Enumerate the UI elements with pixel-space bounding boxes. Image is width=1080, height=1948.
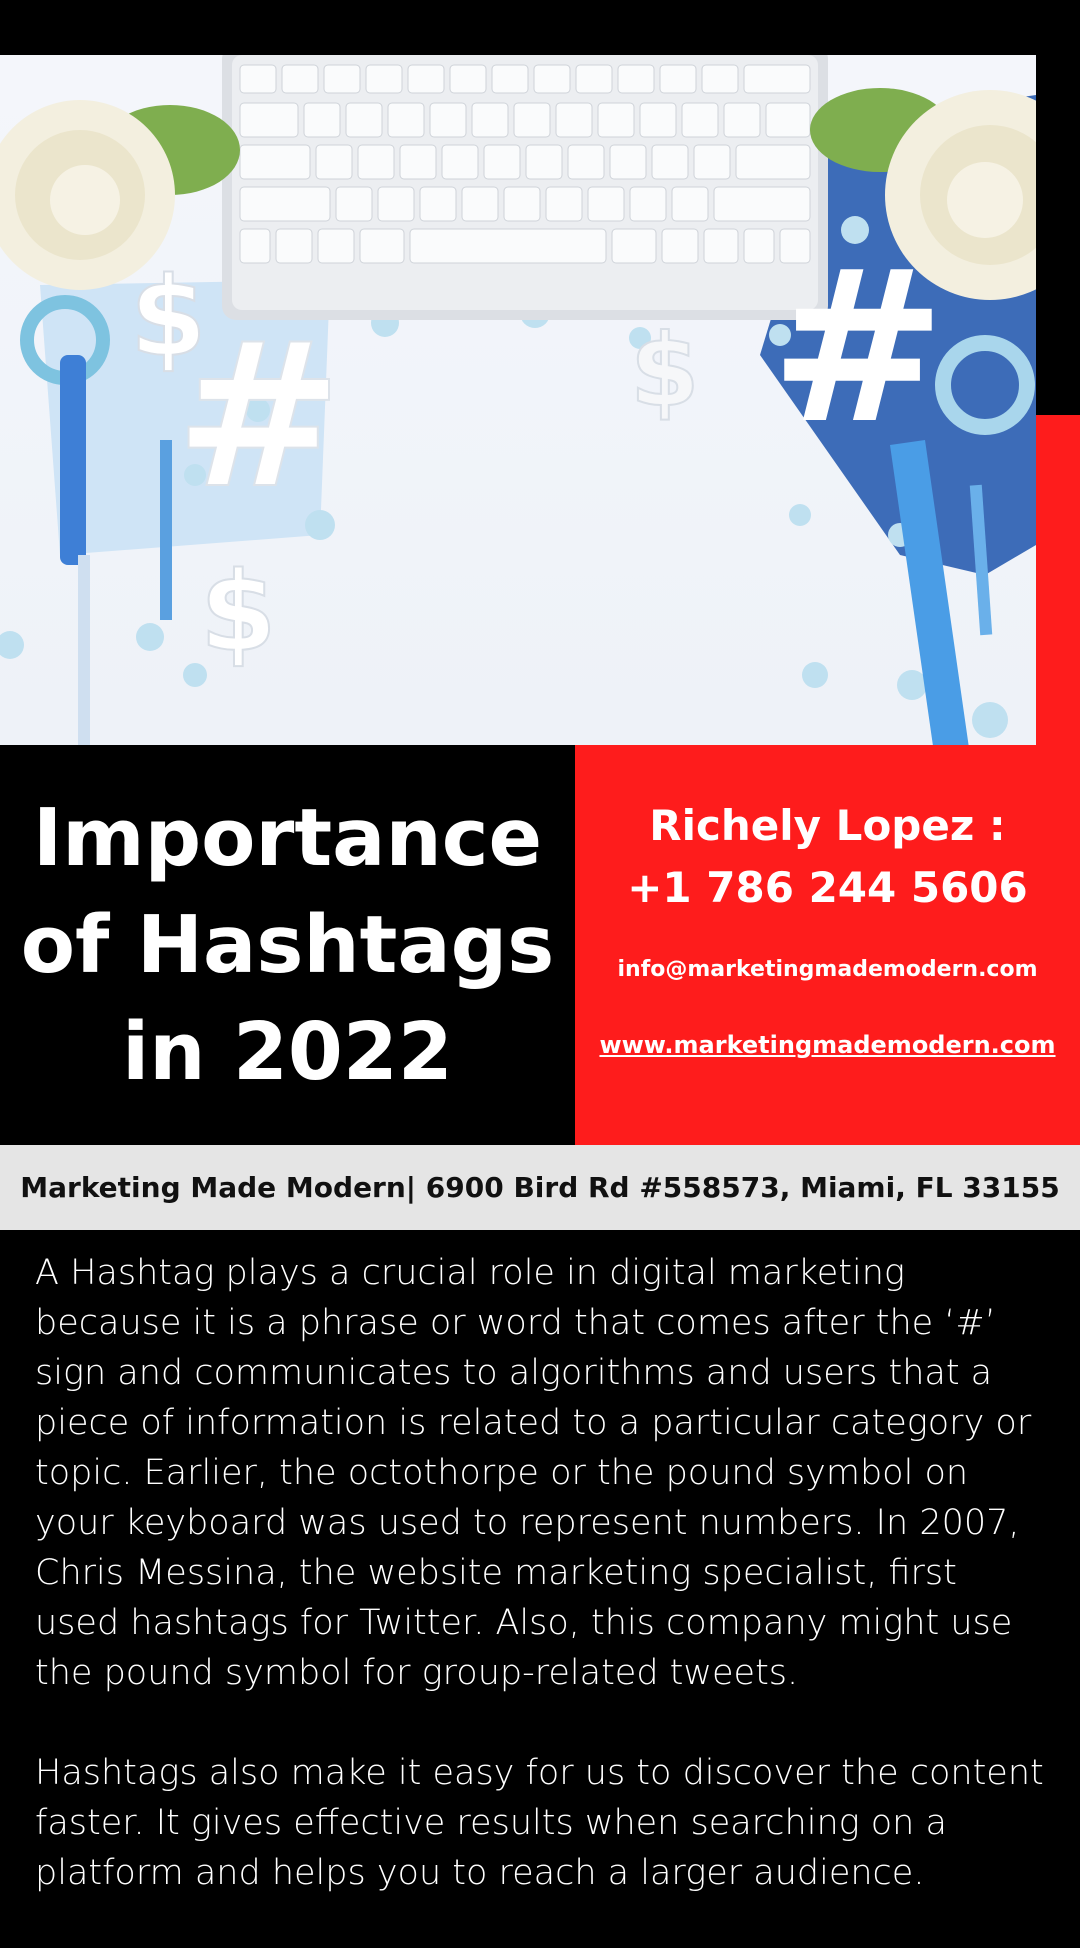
contact-phone[interactable]: +1 786 244 5606 [627, 863, 1028, 912]
contact-name: Richely Lopez : [649, 801, 1006, 850]
website-link[interactable]: www.marketingmademodern.com [599, 1031, 1056, 1059]
dollar-icon [630, 312, 700, 429]
paragraph: Hashtags also make it easy for us to discover the content faster. It gives effective results when searching on a platform and helps you to reach a larger audience. [35, 1753, 1044, 1893]
article-body [35, 1248, 1045, 1948]
svg-text:#: # [770, 225, 946, 470]
contact-block [575, 795, 1080, 919]
contact-email[interactable]: info@marketingmademodern.com [617, 957, 1038, 982]
address-bar [0, 1145, 1080, 1230]
keyboard-icon [222, 55, 828, 320]
svg-text:#: # [175, 300, 343, 533]
svg-text:$: $ [200, 548, 277, 676]
title-panel [0, 745, 575, 1145]
svg-text:$: $ [630, 312, 700, 429]
dollar-icon [130, 253, 207, 381]
svg-text:$: $ [130, 253, 207, 381]
paragraph: A Hashtag plays a crucial role in digital marketing because it is a phrase or word that comes after the ‘#’ sign and communicates to algorithms and users that a piece of information is related to a particular category or topic. Earlier, the octothorpe or the pound symbol on your keyboard was used to represent numbers. In 2007, Chris Messina, the website marketing specialist, first used hashtags for Twitter. Also, this company might use the pound symbol for group-related tweets. [35, 1253, 1032, 1693]
page-title: Importance of Hashtags in 2022 [20, 791, 555, 1098]
hashtag-icon [770, 225, 946, 470]
company-address: Marketing Made Modern| 6900 Bird Rd #558573, Miami, FL 33155 [20, 1171, 1060, 1204]
hero-image [0, 55, 1036, 745]
accent-strip [1036, 415, 1080, 745]
dollar-icon [200, 548, 277, 676]
contact-panel [575, 745, 1080, 1145]
